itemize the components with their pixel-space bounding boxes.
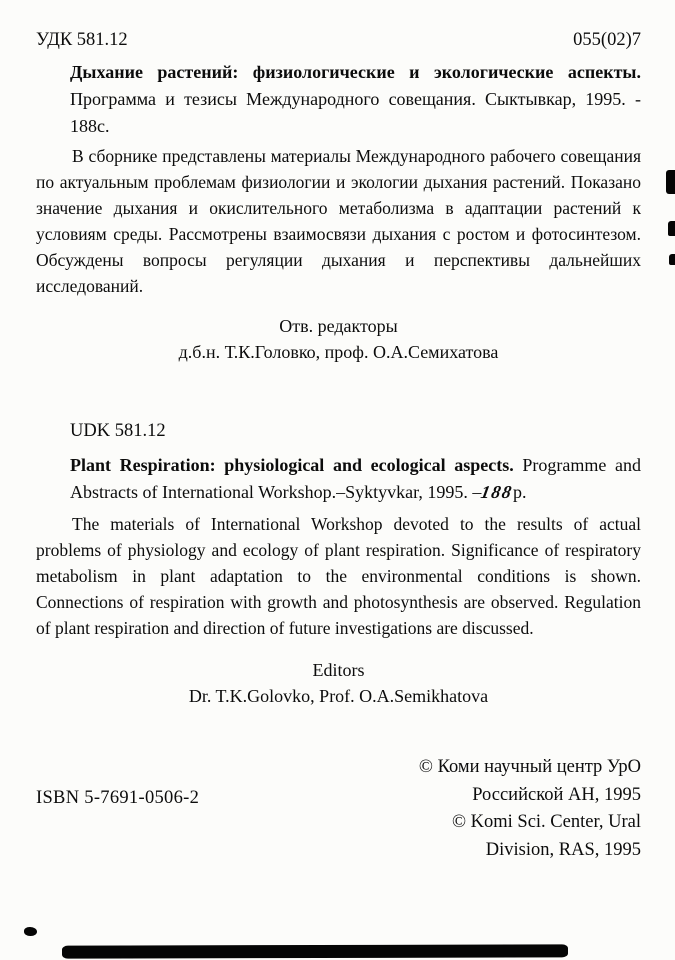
russian-title-imprint: Программа и тезисы Международного совещания. Сыктывкар, 1995. - 188с. — [70, 89, 641, 136]
english-title: Plant Respiration: physiological and ecological aspects. — [70, 455, 514, 475]
english-title-imprint: Programme and Abstracts of International Workshop.–Syktyvkar, 1995. – — [70, 455, 642, 502]
english-bibliographic-entry — [70, 452, 641, 506]
russian-editors-label: Отв. редакторы — [279, 316, 398, 336]
english-editors-label: Editors — [312, 660, 365, 680]
scan-artifact-right-2 — [668, 221, 675, 236]
copyright-line-ru-1: © Коми научный центр УрО — [418, 757, 641, 777]
copyright-line-en-1: © Komi Sci. Center, Ural — [451, 812, 641, 832]
russian-title: Дыхание растений: физиологические и экологические аспекты. — [70, 62, 641, 82]
russian-abstract: В сборнике представлены материалы Международного рабочего совещания по актуальным проблемам физиологии и экологии дыхания растений. Показано значение дыхания и окислительного метаболизма в адаптации растений к условиям среды. Рассмотрены взаимосвязи дыхания с ростом и фотосинтезом. Обсуждены вопросы регуляции дыхания и перспективы дальнейших исследований. — [36, 146, 641, 296]
scan-artifact-bottom-blob — [24, 927, 37, 936]
scan-artifact-right-3 — [669, 254, 675, 265]
handwritten-page-count: 188 — [479, 482, 515, 502]
scan-artifact-bottom-bar — [62, 944, 568, 958]
udk-number-english: UDK 581.12 — [70, 421, 166, 441]
copyright-line-ru-2: Российской АН, 1995 — [472, 784, 641, 805]
english-abstract: The materials of International Workshop devoted to the results of actual problems of physiology and ecology of plant respiration. Significance of respiratory metabolism in plant adaptation to the environmental conditions is shown. Connections of respiration with growth and photosynthesis are observed. Regulation of plant respiration and direction of future investigations are discussed. — [36, 514, 641, 638]
udc-number: УДК 581.12 — [36, 30, 128, 50]
scan-artifact-right-1 — [666, 170, 675, 194]
classification-code: 055(02)7 — [573, 30, 641, 50]
copyright-block — [419, 754, 641, 864]
russian-editors-names: д.б.н. Т.К.Головко, проф. О.А.Семихатова — [178, 342, 499, 362]
english-editors-names: Dr. T.K.Golovko, Prof. O.A.Semikhatova — [188, 686, 489, 706]
russian-bibliographic-entry — [70, 59, 641, 140]
english-title-imprint-end: p. — [512, 482, 527, 502]
classification-header — [36, 30, 641, 51]
isbn-number: ISBN 5-7691-0506-2 — [36, 788, 200, 808]
copyright-line-en-2: Division, RAS, 1995 — [485, 839, 641, 860]
